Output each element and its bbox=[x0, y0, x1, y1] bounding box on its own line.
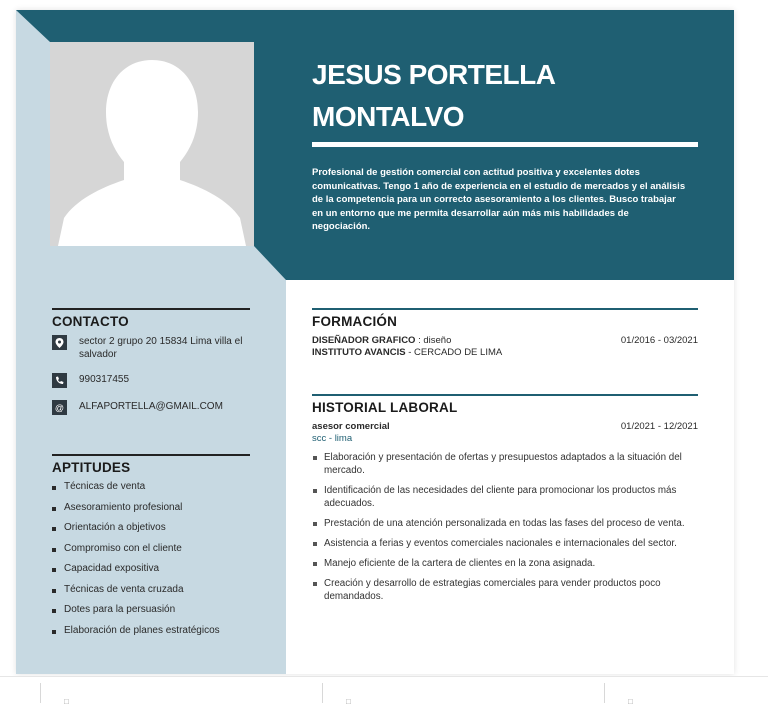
skills-rule bbox=[52, 454, 250, 456]
contact-email-row bbox=[52, 400, 250, 415]
work-company-row bbox=[312, 433, 698, 445]
work-role: asesor comercial bbox=[312, 421, 390, 432]
contact-section bbox=[52, 308, 250, 423]
contact-phone: 990317455 bbox=[79, 374, 130, 385]
contact-address: sector 2 grupo 20 15834 Lima villa el salvador bbox=[79, 336, 243, 360]
document-icon[interactable]: □ bbox=[628, 697, 633, 706]
responsibility-item: Manejo eficiente de la cartera de clientes en la zona asignada. bbox=[312, 557, 698, 570]
responsibility-item: Creación y desarrollo de estrategias comerciales para vender productos poco demandados. bbox=[312, 577, 698, 603]
responsibility-item: Identificación de las necesidades del cliente para promocionar los productos más adecuados. bbox=[312, 484, 698, 510]
education-institution: INSTITUTO AVANCIS bbox=[312, 347, 406, 358]
name-line-2: MONTALVO bbox=[312, 101, 465, 132]
name-line-1: JESUS PORTELLA bbox=[312, 59, 556, 90]
bar-divider bbox=[322, 683, 323, 703]
work-section bbox=[312, 394, 698, 610]
work-responsibilities bbox=[312, 451, 698, 603]
phone-icon bbox=[52, 373, 67, 388]
document-icon[interactable]: □ bbox=[64, 697, 69, 706]
person-silhouette-icon bbox=[50, 42, 254, 246]
contact-title: CONTACTO bbox=[52, 314, 129, 329]
candidate-name bbox=[312, 54, 712, 138]
skills-section bbox=[52, 454, 250, 641]
bar-divider bbox=[604, 683, 605, 703]
work-role-row bbox=[312, 421, 698, 433]
profile-photo-placeholder bbox=[50, 42, 254, 246]
location-pin-icon bbox=[52, 335, 67, 350]
skill-item: Elaboración de planes estratégicos bbox=[52, 621, 250, 642]
skill-item: Compromiso con el cliente bbox=[52, 539, 250, 560]
at-sign-icon: @ bbox=[52, 400, 67, 415]
skill-item: Asesoramiento profesional bbox=[52, 498, 250, 519]
skills-list bbox=[52, 477, 250, 641]
contact-email: ALFAPORTELLA@GMAIL.COM bbox=[79, 401, 223, 412]
skill-item: Capacidad expositiva bbox=[52, 559, 250, 580]
skill-item: Técnicas de venta cruzada bbox=[52, 580, 250, 601]
skill-item: Técnicas de venta bbox=[52, 477, 250, 498]
education-institution-row bbox=[312, 347, 698, 359]
bar-divider bbox=[40, 683, 41, 703]
work-rule bbox=[312, 394, 698, 396]
resume-page bbox=[16, 10, 734, 674]
work-company: scc bbox=[312, 433, 327, 444]
education-degree-row bbox=[312, 335, 698, 347]
contact-rule bbox=[52, 308, 250, 310]
skill-item: Orientación a objetivos bbox=[52, 518, 250, 539]
work-title: HISTORIAL LABORAL bbox=[312, 400, 458, 415]
responsibility-item: Elaboración y presentación de ofertas y presupuestos adaptados a la situación del mercado. bbox=[312, 451, 698, 477]
profile-summary: Profesional de gestión comercial con actitud positiva y excelentes dotes comunicativas. Tengo 1 año de experiencia en el estudio de mercados y el análisis de la competencia para un correcto asesoramiento a los clientes. Busco trabajar en un entorno que me permita desarrollar aún más mis habilidades de negociación. bbox=[312, 167, 686, 232]
education-field: : diseño bbox=[415, 335, 452, 346]
name-underline bbox=[312, 142, 698, 147]
education-degree: DISEÑADOR GRAFICO bbox=[312, 335, 416, 346]
skills-title: APTITUDES bbox=[52, 460, 131, 475]
education-dates: 01/2016 - 03/2021 bbox=[620, 335, 698, 346]
responsibility-item: Prestación de una atención personalizada en todas las fases del proceso de venta. bbox=[312, 517, 698, 530]
education-rule bbox=[312, 308, 698, 310]
work-dates: 01/2021 - 12/2021 bbox=[620, 421, 698, 432]
work-location: - lima bbox=[326, 433, 353, 444]
education-section bbox=[312, 308, 698, 359]
responsibility-item: Asistencia a ferias y eventos comerciales nacionales e internacionales del sector. bbox=[312, 537, 698, 550]
skill-item: Dotes para la persuasión bbox=[52, 600, 250, 621]
contact-phone-row bbox=[52, 373, 250, 388]
education-location: - CERCADO DE LIMA bbox=[405, 347, 503, 358]
template-picker-bar bbox=[0, 676, 768, 706]
education-title: FORMACIÓN bbox=[312, 314, 398, 329]
document-icon[interactable]: □ bbox=[346, 697, 351, 706]
contact-address-row bbox=[52, 335, 250, 361]
